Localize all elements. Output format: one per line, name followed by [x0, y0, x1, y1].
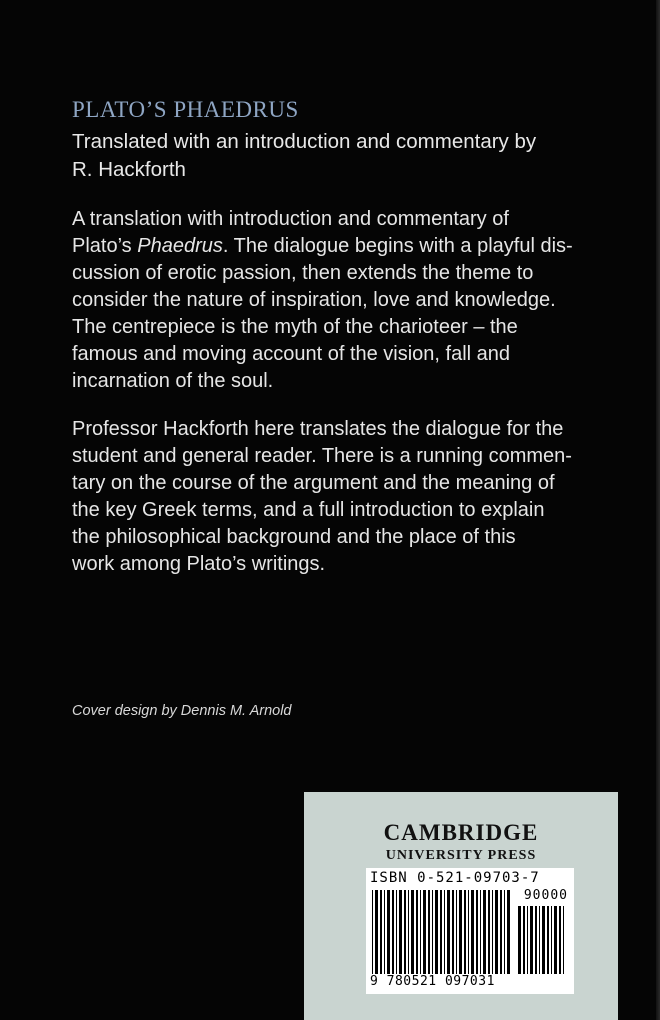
barcode-bar: [488, 890, 490, 974]
paragraph-line: incarnation of the soul.: [72, 370, 274, 392]
barcode-bar: [416, 890, 418, 974]
barcode-bar: [535, 906, 537, 974]
barcode-bar: [551, 906, 552, 974]
barcode-bar: [447, 890, 450, 974]
barcode-bar: [408, 890, 409, 974]
barcode-bar: [504, 890, 505, 974]
paragraph-line: tary on the course of the argument and the meaning of: [72, 472, 555, 494]
barcode-bar: [563, 906, 564, 974]
barcode-bar: [392, 890, 394, 974]
barcode-bar: [452, 890, 454, 974]
paragraph-line: Professor Hackforth here translates the dialogue for the: [72, 418, 564, 440]
book-subtitle: [72, 128, 632, 184]
barcode-bar: [396, 890, 397, 974]
paragraph-line: consider the nature of inspiration, love and knowledge.: [72, 289, 556, 311]
barcode-bar: [372, 890, 373, 974]
barcode-bar: [380, 890, 382, 974]
barcode-bar: [420, 890, 421, 974]
description-paragraph-1: [72, 206, 602, 395]
barcode-bar: [542, 906, 545, 974]
paragraph-line: Plato’s Phaedrus. The dialogue begins with a playful dis-: [72, 235, 573, 257]
italic-work-title: Phaedrus: [137, 235, 223, 257]
barcode-bar: [444, 890, 445, 974]
barcode-bar: [500, 890, 502, 974]
barcode-bar: [456, 890, 457, 974]
barcode-bar: [492, 890, 493, 974]
barcode-bar: [411, 890, 414, 974]
barcode-addon-bars: [518, 906, 568, 974]
ean-number: 9 780521 097031: [370, 974, 495, 989]
barcode-bar: [384, 890, 385, 974]
barcode-bar: [495, 890, 498, 974]
price-code: 90000: [523, 888, 568, 903]
barcode-bar: [483, 890, 486, 974]
barcode-bar: [435, 890, 438, 974]
isbn-text: ISBN 0-521-09703-7: [370, 870, 540, 886]
subtitle-line-author: R. Hackforth: [72, 158, 186, 181]
paragraph-line: the philosophical background and the place of this: [72, 526, 516, 548]
barcode-bar: [375, 890, 378, 974]
barcode-bar: [527, 906, 528, 974]
barcode-bar: [432, 890, 433, 974]
barcode-bar: [559, 906, 561, 974]
paragraph-line: the key Greek terms, and a full introduction to explain: [72, 499, 545, 521]
barcode-bar: [423, 890, 426, 974]
subtitle-line-translator: Translated with an introduction and commentary by: [72, 130, 537, 153]
publisher-subtitle: UNIVERSITY PRESS: [385, 848, 537, 863]
paragraph-line: The centrepiece is the myth of the charioteer – the: [72, 316, 518, 338]
paragraph-line: A translation with introduction and commentary of: [72, 208, 509, 230]
barcode-bar: [399, 890, 402, 974]
barcode-bar: [507, 890, 510, 974]
barcode-bar: [523, 906, 525, 974]
barcode-bar: [471, 890, 474, 974]
barcode-bar: [459, 890, 462, 974]
barcode-bar: [464, 890, 466, 974]
barcode-bar: [468, 890, 469, 974]
description-paragraph-2: [72, 416, 602, 578]
barcode-main-bars: [372, 890, 512, 974]
cover-design-credit: Cover design by Dennis M. Arnold: [72, 703, 292, 719]
barcode-bar: [428, 890, 430, 974]
publisher-name: CAMBRIDGE: [383, 820, 539, 845]
barcode-bar: [539, 906, 540, 974]
paragraph-line: cussion of erotic passion, then extends the theme to: [72, 262, 534, 284]
barcode-bar: [518, 906, 521, 974]
barcode-bar: [480, 890, 481, 974]
barcode-bar: [404, 890, 406, 974]
barcode-bar: [387, 890, 390, 974]
paragraph-line: work among Plato’s writings.: [72, 553, 326, 575]
paragraph-line: famous and moving account of the vision, fall and: [72, 343, 511, 365]
barcode-bar: [440, 890, 442, 974]
barcode-bar: [476, 890, 478, 974]
barcode-bar: [547, 906, 549, 974]
barcode-bar: [530, 906, 533, 974]
barcode-bar: [554, 906, 557, 974]
publisher-panel: [304, 792, 618, 1020]
book-title: PLATO’S PHAEDRUS: [72, 97, 299, 122]
spine-edge: [656, 0, 660, 1020]
barcode-panel: [366, 868, 574, 994]
paragraph-line: student and general reader. There is a running commen-: [72, 445, 572, 467]
